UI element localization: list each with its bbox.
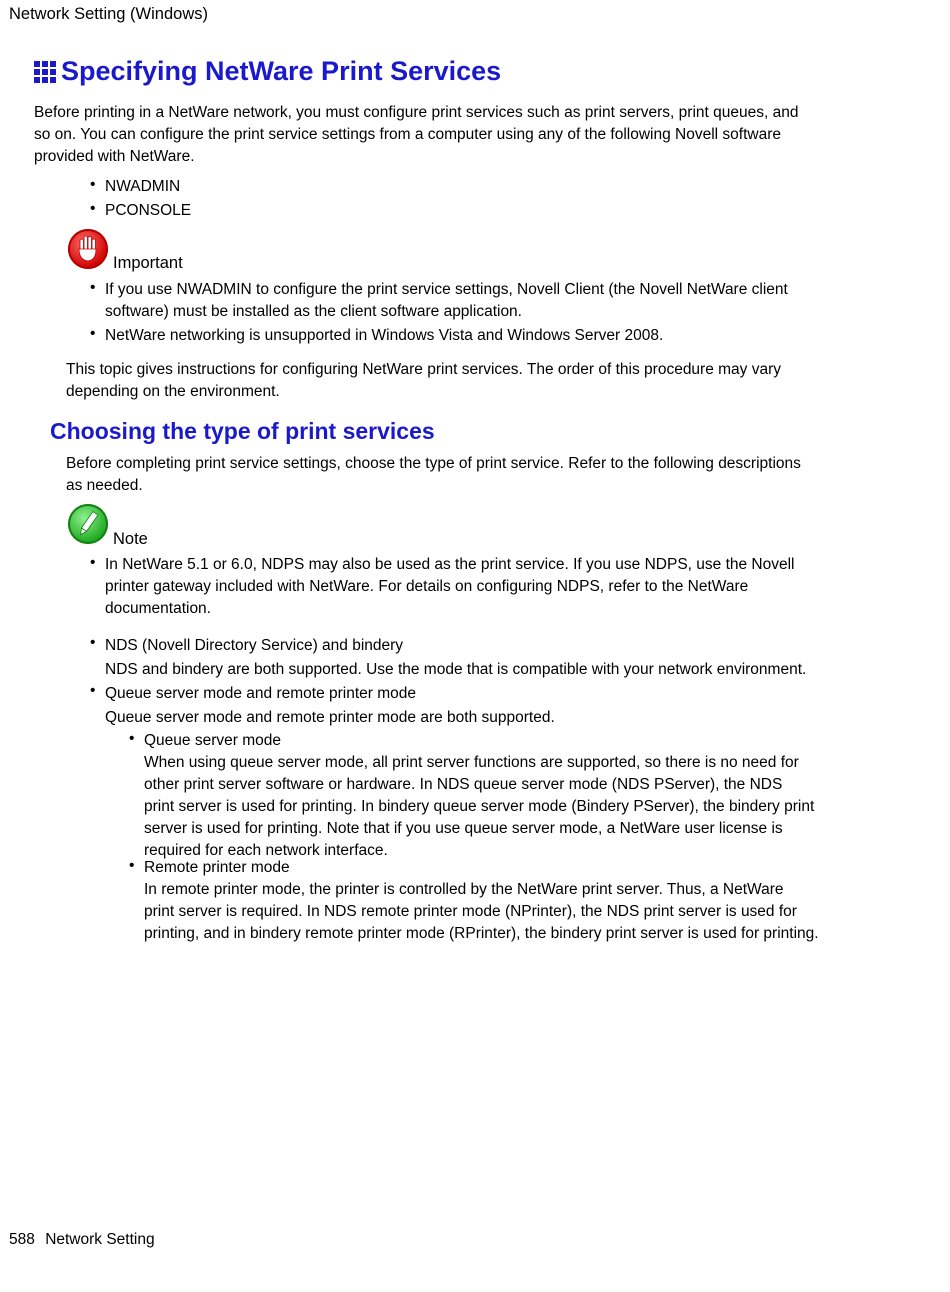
item-title: Remote printer mode (144, 859, 290, 876)
item-title: Queue server mode (144, 732, 281, 749)
text-line: server is used for printing. Note that if you use queue server mode, a NetWare user license is (144, 820, 783, 837)
text-line: print server is required. In NDS remote printer mode (NPrinter), the NDS print server is used for (144, 903, 797, 920)
text-line: NetWare networking is unsupported in Windows Vista and Windows Server 2008. (105, 327, 664, 344)
page-number: 588 (9, 1231, 35, 1248)
page-title: Specifying NetWare Print Services (61, 56, 502, 86)
section-subheading: Choosing the type of print services (50, 418, 435, 444)
topic-paragraph (66, 359, 781, 403)
section-heading (34, 56, 501, 87)
text-line: This topic gives instructions for configuring NetWare print services. The order of this procedure may vary (66, 361, 782, 378)
text-line: When using queue server mode, all print server functions are supported, so there is no need for (144, 754, 799, 771)
item-title: Queue server mode and remote printer mode (105, 685, 417, 702)
text-line: In remote printer mode, the printer is controlled by the NetWare print server. Thus, a NetWare (144, 881, 784, 898)
text-line: documentation. (105, 600, 211, 617)
item-description: Queue server mode and remote printer mode are both supported. (105, 709, 555, 726)
pencil-note-icon (68, 504, 108, 544)
text-line: print server is used for printing. In bindery queue server mode (Bindery PServer), the bindery print (144, 798, 815, 815)
text-line: so on. You can configure the print service settings from a computer using any of the following Novell software (34, 126, 781, 143)
page-footer (9, 1231, 155, 1249)
page-header-title: Network Setting (Windows) (9, 5, 208, 23)
section2-intro (66, 453, 801, 497)
software-name: NWADMIN (105, 178, 181, 195)
grid-icon (34, 61, 56, 83)
item-description: NDS and bindery are both supported. Use the mode that is compatible with your network environment. (105, 661, 807, 678)
stop-hand-icon (68, 229, 108, 269)
text-line: In NetWare 5.1 or 6.0, NDPS may also be used as the print service. If you use NDPS, use the Novell (105, 556, 795, 573)
text-line: required for each network interface. (144, 842, 388, 859)
text-line: as needed. (66, 477, 143, 494)
note-label: Note (113, 530, 148, 548)
text-line: software) must be installed as the client software application. (105, 303, 522, 320)
text-line: Before printing in a NetWare network, you must configure print services such as print servers, print queues, and (34, 104, 799, 121)
item-title: NDS (Novell Directory Service) and bindery (105, 637, 404, 654)
software-name: PCONSOLE (105, 202, 192, 219)
text-line: printer gateway included with NetWare. For details on configuring NDPS, refer to the NetWare (105, 578, 749, 595)
footer-section: Network Setting (45, 1231, 155, 1248)
text-line: other print server software or hardware. In NDS queue server mode (NDS PServer), the NDS (144, 776, 783, 793)
text-line: provided with NetWare. (34, 148, 195, 165)
important-label: Important (113, 254, 183, 272)
text-line: depending on the environment. (66, 383, 280, 400)
intro-paragraph (34, 102, 798, 168)
text-line: If you use NWADMIN to configure the print service settings, Novell Client (the Novell NetWare client (105, 281, 788, 298)
text-line: Before completing print service settings, choose the type of print service. Refer to the following descriptions (66, 455, 801, 472)
text-line: printing, and in bindery remote printer mode (RPrinter), the bindery print server is used for printing. (144, 925, 819, 942)
